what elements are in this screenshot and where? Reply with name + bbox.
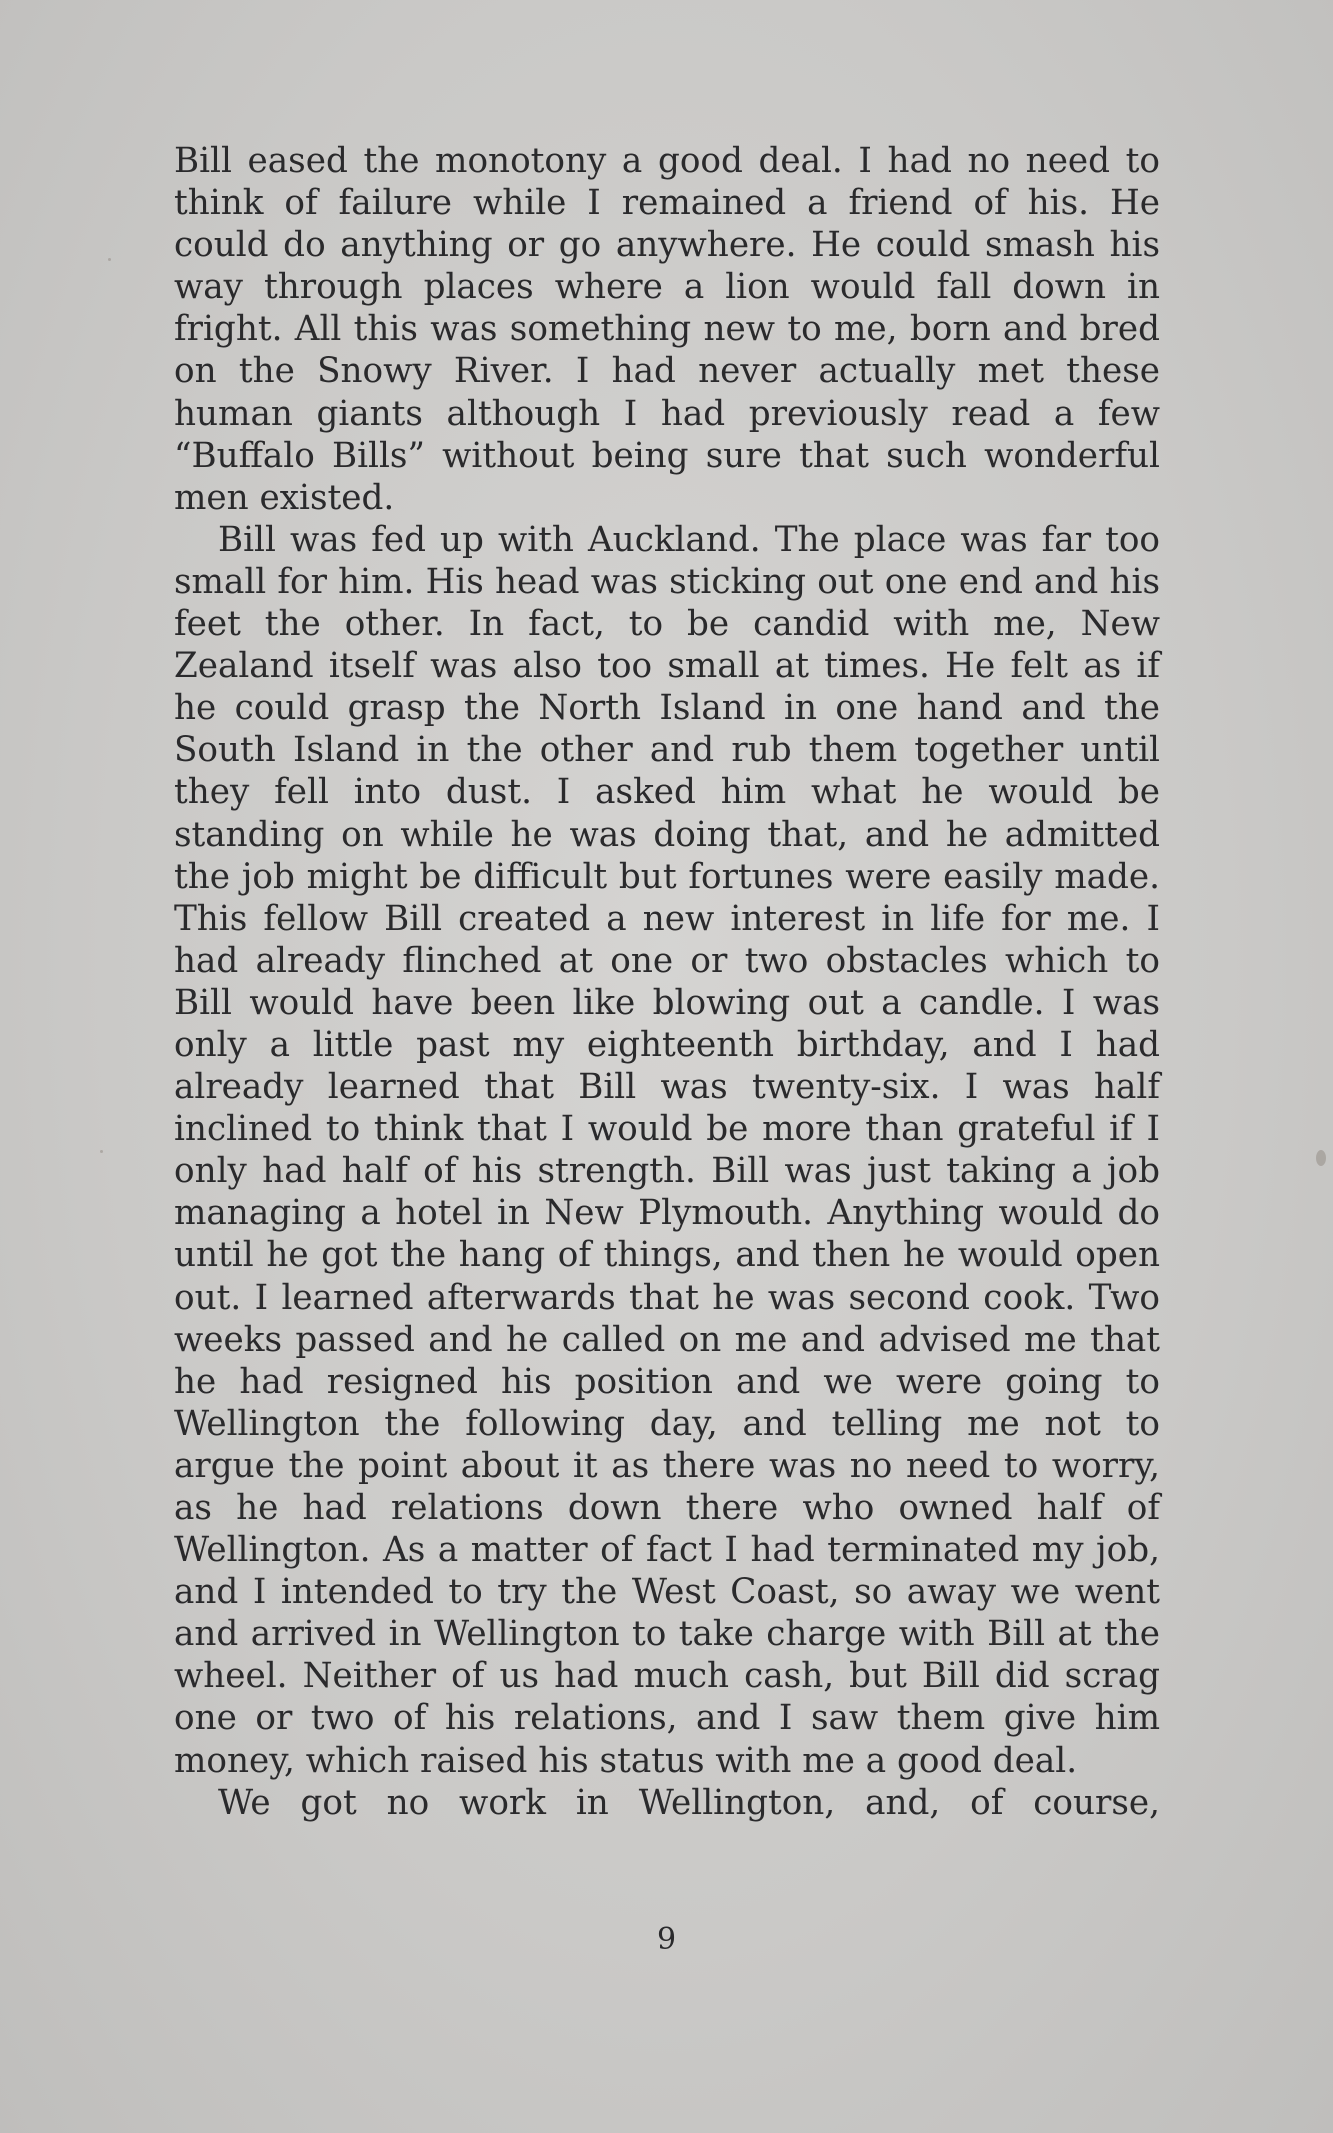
paragraph-3: We got no work in Wellington, and, of course,	[218, 1782, 1160, 1823]
paper-speck	[108, 258, 111, 261]
body-text	[174, 140, 1160, 1824]
page-number: 9	[656, 1922, 677, 1957]
paragraph-2: Bill was fed up with Auckland. The place was far too small for him. His head was sticking out one end and his feet the other. In fact, to be candid with me, New Zealand itself was also too small at times. He felt as if he could grasp the North Island in one hand and the South Island in the other and rub them together until they fell into dust. I asked him what he would be standing on while he was doing that, and he admitted the job might be difficult but fortunes were easily made. This fellow Bill created a new interest in life for me. I had already flinched at one or two obstacles which to Bill would have been like blowing out a candle. I was only a little past my eighteenth birthday, and I had already learned that Bill was twenty-six. I was half inclined to think that I would be more than grateful if I only had half of his strength. Bill was just taking a job managing a hotel in New Plymouth. Anything would do until he got the hang of things, and then he would open out. I learned afterwards that he was second cook. Two weeks passed and he called on me and advised me that he had resigned his position and we were going to Wellington the following day, and telling me not to argue the point about it as there was no need to worry, as he had relations down there who owned half of Wellington. As a matter of fact I had terminated my job, and I intended to try the West Coast, so away we went and arrived in Wellington to take charge with Bill at the wheel. Neither of us had much cash, but Bill did scrag one or two of his relations, and I saw them give him money, which raised his status with me a good deal.	[174, 519, 1160, 1781]
paper-speck	[100, 1150, 103, 1153]
paper-speck	[1316, 1150, 1326, 1166]
paragraph-1: Bill eased the monotony a good deal. I had no need to think of failure while I remained a friend of his. He could do anything or go anywhere. He could smash his way through places where a lion would fall down in fright. All this was something new to me, born and bred on the Snowy River. I had never actually met these human giants although I had previously read a few “Buffalo Bills” without being sure that such wonderful men existed.	[174, 141, 1160, 518]
